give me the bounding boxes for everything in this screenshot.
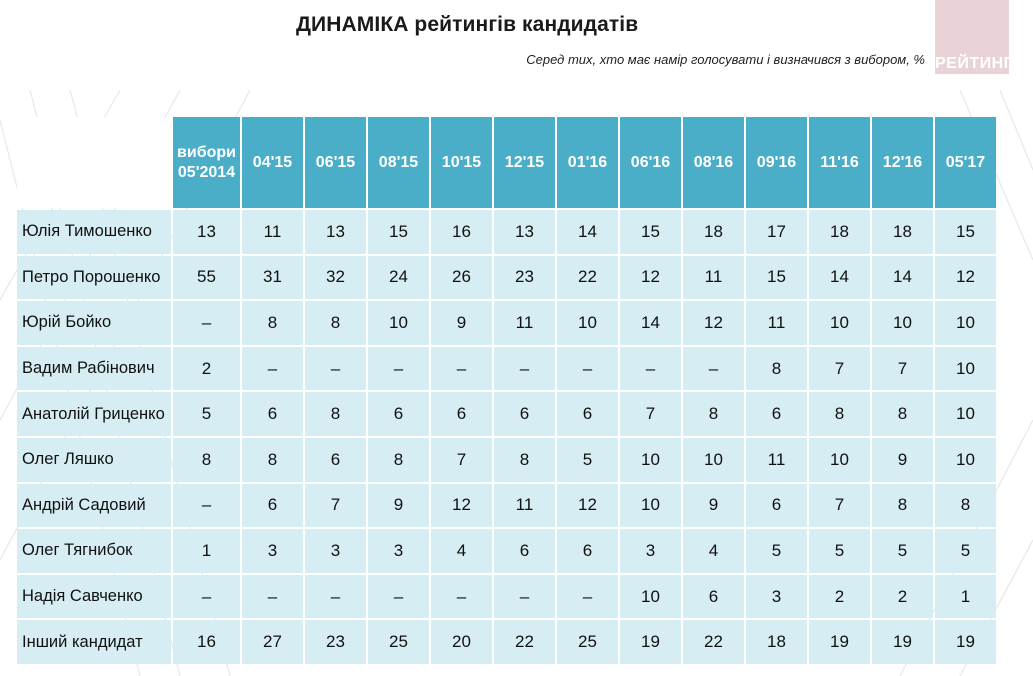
rating-value: – — [368, 347, 429, 391]
table-row — [17, 256, 996, 300]
rating-value: 3 — [746, 575, 807, 619]
rating-value: – — [305, 575, 366, 619]
rating-value: 23 — [305, 620, 366, 664]
table-header-row — [17, 117, 996, 208]
rating-value: 6 — [494, 529, 555, 573]
column-header: 09'16 — [746, 117, 807, 208]
rating-value: 7 — [305, 484, 366, 528]
rating-value: 18 — [746, 620, 807, 664]
rating-value: 11 — [494, 301, 555, 345]
rating-value: 9 — [683, 484, 744, 528]
rating-value: 18 — [809, 210, 870, 254]
rating-value: – — [557, 575, 618, 619]
rating-value: 16 — [173, 620, 240, 664]
candidate-name: Юлія Тимошенко — [17, 210, 171, 254]
rating-value: 12 — [620, 256, 681, 300]
rating-value: 10 — [368, 301, 429, 345]
column-header: 04'15 — [242, 117, 303, 208]
column-header: вибори 05'2014 — [173, 117, 240, 208]
rating-value: 19 — [620, 620, 681, 664]
rating-value: 9 — [368, 484, 429, 528]
rating-value: 8 — [872, 484, 933, 528]
column-header: 06'16 — [620, 117, 681, 208]
rating-value: 13 — [494, 210, 555, 254]
rating-value: 6 — [494, 392, 555, 436]
rating-value: 23 — [494, 256, 555, 300]
rating-value: 22 — [683, 620, 744, 664]
rating-value: 4 — [431, 529, 492, 573]
rating-value: 19 — [872, 620, 933, 664]
rating-value: – — [557, 347, 618, 391]
rating-value: – — [242, 575, 303, 619]
rating-value: – — [368, 575, 429, 619]
rating-value: 2 — [872, 575, 933, 619]
rating-value: 11 — [683, 256, 744, 300]
rating-value: 6 — [557, 529, 618, 573]
rating-value: 26 — [431, 256, 492, 300]
rating-value: – — [620, 347, 681, 391]
table-row — [17, 529, 996, 573]
table-row — [17, 347, 996, 391]
rating-value: 10 — [620, 575, 681, 619]
rating-value: 6 — [557, 392, 618, 436]
rating-value: 5 — [173, 392, 240, 436]
rating-value: 7 — [620, 392, 681, 436]
rating-value: 5 — [746, 529, 807, 573]
rating-value: 31 — [242, 256, 303, 300]
rating-value: 5 — [935, 529, 996, 573]
rating-value: 8 — [683, 392, 744, 436]
rating-value: 8 — [809, 392, 870, 436]
ratings-table — [15, 115, 998, 666]
rating-value: 10 — [935, 392, 996, 436]
rating-value: 14 — [557, 210, 618, 254]
rating-value: 15 — [746, 256, 807, 300]
rating-value: 27 — [242, 620, 303, 664]
rating-value: – — [305, 347, 366, 391]
rating-value: 1 — [173, 529, 240, 573]
rating-value: 6 — [746, 484, 807, 528]
column-header: 08'15 — [368, 117, 429, 208]
rating-value: 7 — [809, 484, 870, 528]
rating-value: 8 — [242, 301, 303, 345]
rating-value: 15 — [368, 210, 429, 254]
rating-value: – — [173, 484, 240, 528]
rating-value: 10 — [620, 438, 681, 482]
rating-value: 6 — [368, 392, 429, 436]
rating-value: 3 — [242, 529, 303, 573]
rating-value: 6 — [683, 575, 744, 619]
rating-value: 3 — [305, 529, 366, 573]
rating-value: 11 — [242, 210, 303, 254]
rating-value: 8 — [305, 392, 366, 436]
rating-value: 10 — [557, 301, 618, 345]
rating-value: 7 — [872, 347, 933, 391]
rating-value: 2 — [809, 575, 870, 619]
rating-value: 10 — [683, 438, 744, 482]
rating-value: 19 — [935, 620, 996, 664]
rating-value: 6 — [242, 392, 303, 436]
rating-value: 11 — [746, 301, 807, 345]
rating-value: 32 — [305, 256, 366, 300]
rating-logo — [935, 0, 1014, 74]
rating-value: 18 — [872, 210, 933, 254]
rating-value: 18 — [683, 210, 744, 254]
rating-value: – — [494, 347, 555, 391]
table-body — [17, 210, 996, 664]
logo-label: РЕЙТИНГ — [935, 55, 1014, 72]
rating-value: – — [431, 575, 492, 619]
rating-value: 19 — [809, 620, 870, 664]
rating-value: 6 — [746, 392, 807, 436]
rating-value: 8 — [368, 438, 429, 482]
table-row — [17, 438, 996, 482]
candidate-name: Андрій Садовий — [17, 484, 171, 528]
candidate-name: Інший кандидат — [17, 620, 171, 664]
rating-value: 17 — [746, 210, 807, 254]
candidate-name: Вадим Рабінович — [17, 347, 171, 391]
rating-value: 25 — [557, 620, 618, 664]
rating-value: 14 — [620, 301, 681, 345]
rating-value: 25 — [368, 620, 429, 664]
rating-value: – — [494, 575, 555, 619]
rating-value: 11 — [746, 438, 807, 482]
rating-value: 10 — [935, 438, 996, 482]
rating-value: – — [242, 347, 303, 391]
rating-value: 8 — [935, 484, 996, 528]
candidate-name: Юрій Бойко — [17, 301, 171, 345]
table-row — [17, 301, 996, 345]
rating-value: 3 — [620, 529, 681, 573]
rating-value: 15 — [935, 210, 996, 254]
column-header: 06'15 — [305, 117, 366, 208]
rating-value: 8 — [242, 438, 303, 482]
rating-value: 1 — [935, 575, 996, 619]
rating-value: 7 — [809, 347, 870, 391]
rating-value: 12 — [557, 484, 618, 528]
rating-value: 5 — [872, 529, 933, 573]
candidate-name: Надія Савченко — [17, 575, 171, 619]
column-header: 08'16 — [683, 117, 744, 208]
rating-value: 14 — [872, 256, 933, 300]
column-header: 05'17 — [935, 117, 996, 208]
rating-value: 9 — [872, 438, 933, 482]
rating-value: 9 — [431, 301, 492, 345]
rating-value: 12 — [935, 256, 996, 300]
rating-value: 7 — [431, 438, 492, 482]
column-header: 10'15 — [431, 117, 492, 208]
page-subtitle: Серед тих, хто має намір голосувати і визначився з вибором, % — [526, 52, 925, 67]
rating-value: 55 — [173, 256, 240, 300]
rating-value: 6 — [305, 438, 366, 482]
table-corner-cell — [17, 117, 171, 208]
rating-value: 10 — [809, 438, 870, 482]
rating-value: 10 — [935, 347, 996, 391]
candidate-name: Анатолій Гриценко — [17, 392, 171, 436]
rating-value: 2 — [173, 347, 240, 391]
rating-value: – — [173, 301, 240, 345]
rating-value: 4 — [683, 529, 744, 573]
rating-value: – — [431, 347, 492, 391]
candidate-name: Олег Тягнибок — [17, 529, 171, 573]
rating-value: 13 — [305, 210, 366, 254]
rating-value: – — [683, 347, 744, 391]
rating-value: 14 — [809, 256, 870, 300]
rating-value: 3 — [368, 529, 429, 573]
column-header: 12'16 — [872, 117, 933, 208]
rating-value: 24 — [368, 256, 429, 300]
column-header: 11'16 — [809, 117, 870, 208]
rating-value: 12 — [683, 301, 744, 345]
rating-value: 12 — [431, 484, 492, 528]
table-row — [17, 620, 996, 664]
rating-value: 8 — [746, 347, 807, 391]
rating-value: 22 — [494, 620, 555, 664]
rating-value: 11 — [494, 484, 555, 528]
rating-value: – — [173, 575, 240, 619]
rating-value: 8 — [305, 301, 366, 345]
column-header: 01'16 — [557, 117, 618, 208]
rating-value: 6 — [431, 392, 492, 436]
rating-value: 6 — [242, 484, 303, 528]
rating-value: 10 — [872, 301, 933, 345]
column-header: 12'15 — [494, 117, 555, 208]
rating-value: 13 — [173, 210, 240, 254]
rating-value: 16 — [431, 210, 492, 254]
rating-value: 10 — [620, 484, 681, 528]
rating-value: 20 — [431, 620, 492, 664]
rating-value: 10 — [809, 301, 870, 345]
page-title: ДИНАМІКА рейтингів кандидатів — [296, 13, 639, 36]
table-row — [17, 392, 996, 436]
rating-value: 22 — [557, 256, 618, 300]
table-row — [17, 575, 996, 619]
rating-value: 8 — [173, 438, 240, 482]
rating-value: 5 — [557, 438, 618, 482]
rating-value: 8 — [872, 392, 933, 436]
rating-value: 10 — [935, 301, 996, 345]
candidate-name: Олег Ляшко — [17, 438, 171, 482]
table-row — [17, 484, 996, 528]
candidate-name: Петро Порошенко — [17, 256, 171, 300]
rating-value: 5 — [809, 529, 870, 573]
table-row — [17, 210, 996, 254]
rating-value: 15 — [620, 210, 681, 254]
rating-value: 8 — [494, 438, 555, 482]
